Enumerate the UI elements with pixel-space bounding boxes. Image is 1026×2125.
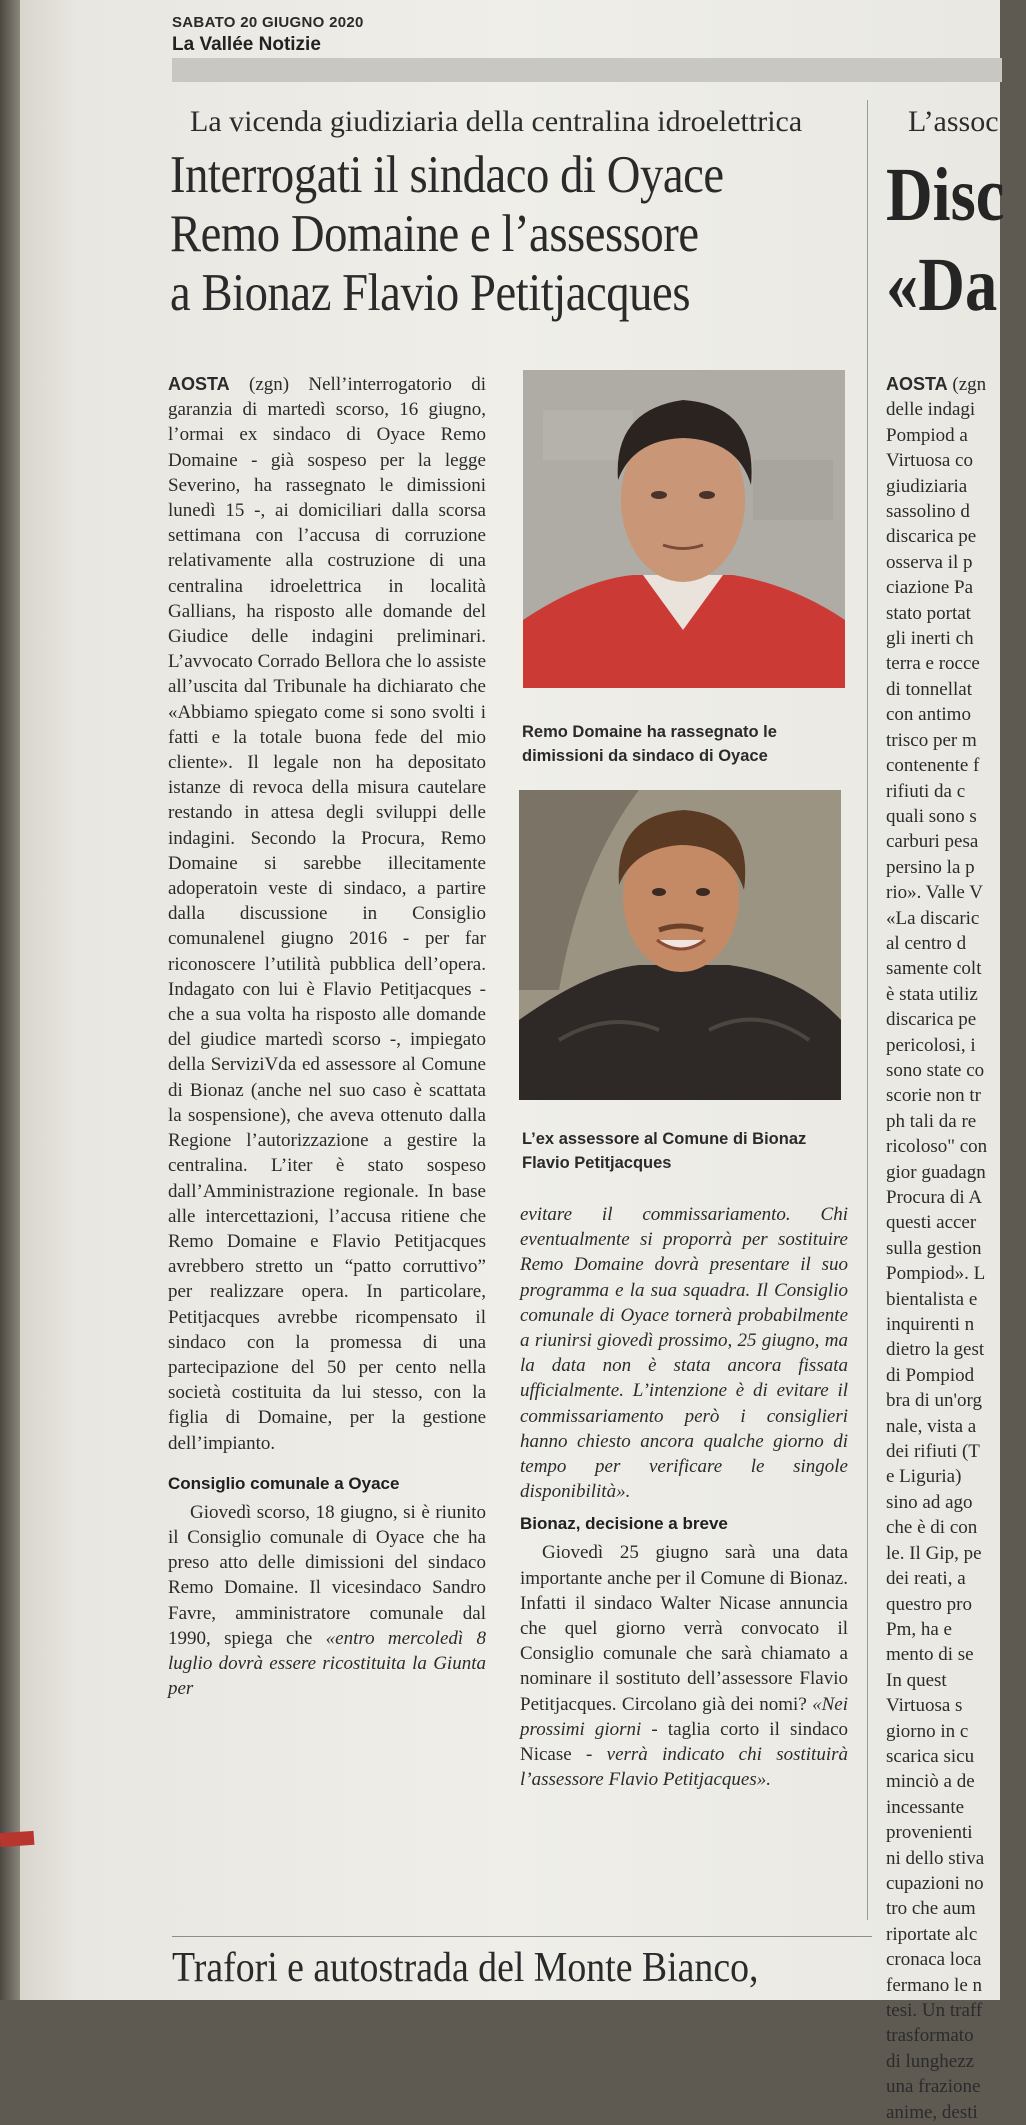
right-article-line: contenente f [886,755,980,777]
right-article-line: cronaca loca [886,1949,982,1971]
newspaper-page [20,0,1005,2123]
dateline-city: AOSTA [168,374,230,394]
right-article-line: con antimo [886,704,971,726]
right-article-line: stato portat [886,602,971,624]
masthead: La Vallée Notizie [172,34,321,55]
right-article-line: riportate alc [886,1923,978,1945]
issue-date: SABATO 20 GIUGNO 2020 [172,14,364,31]
right-article-line: scarica sicu [886,1745,975,1767]
right-article-line: dei reati, a [886,1568,966,1590]
right-article-line: giorno in c [886,1720,969,1742]
right-article-line: nale, vista a [886,1415,977,1437]
article-body-text-2: Giovedì scorso, 18 giugno, si è riunito il Consiglio comunale di Oyace che ha preso atto delle dimissioni del sindaco Remo Domaine. Il vicesindaco Sandro Favre, amministratore comunale dal 1990, spiega che [168,1501,486,1649]
portrait-illustration-2 [519,790,841,1100]
right-article-line: ciazione Pa [886,577,974,599]
right-article-line: rio». Valle V [886,882,983,904]
right-article-line: gli inerti ch [886,628,974,650]
right-article-line: sassolino d [886,501,970,523]
portrait-illustration [523,370,845,688]
right-article-line: trisco per m [886,729,977,751]
right-article-line: gior guadagn [886,1161,986,1183]
subhead-bionaz: Bionaz, decisione a breve [520,1514,728,1534]
right-article-line: mento di se [886,1644,974,1666]
right-article-line: ph tali da re [886,1110,977,1132]
right-article-line: bra di un'org [886,1390,982,1412]
right-article-line: discarica pe [886,1009,977,1031]
photo-caption-1: Remo Domaine ha rassegnato le dimissioni da sindaco di Oyace [522,723,777,765]
right-article-line: tro che aum [886,1898,976,1920]
right-article-line: rifiuti da c [886,780,966,802]
right-article-line: inquirenti n [886,1314,975,1336]
right-article-line: samente colt [886,958,982,980]
right-article-line: delle indagi [886,399,976,421]
right-article-line: Pompiod a [886,424,968,446]
red-marker-tab [0,1831,34,1847]
next-article-headline: Trafori e autostrada del Monte Bianco, [172,1945,759,1991]
right-article-line: una frazione [886,2076,981,2098]
right-article-line: giudiziaria [886,475,968,497]
headline-line-3: a Bionaz Flavio Petitjacques [170,264,691,322]
bottom-rule [172,1936,872,1937]
article-paragraph-bionaz [520,1540,848,1792]
right-article-line: anime, desti [886,2101,978,2123]
article-headline [170,146,777,323]
right-article-line: sulla gestion [886,1237,982,1259]
right-article-line: provenienti [886,1822,973,1844]
right-article-line: Virtuosa s [886,1695,963,1717]
headline-line-1: Interrogati il sindaco di Oyace [170,146,724,204]
photo-remo-domaine [523,370,845,688]
quote-continuation: evitare il commissariamento. Chi eventualmente si proporrà per sostituire Remo Domaine dovrà presentare il suo programma e la sua squadra. Il Consiglio comunale di Oyace tornerà probabilmente a riunirsi giovedì prossimo, 25 giugno, ma la data non è stata ancora fissata ufficialmente. L’intenzione è di evitare il commissariamento però i consiglieri hanno chiesto ancora qualche giorno di tempo per verificare le singole disponibilità». [520,1204,848,1503]
right-article-line: questi accer [886,1212,977,1234]
right-article-line: al centro d [886,932,967,954]
right-article-line: cupazioni no [886,1872,984,1894]
right-article-line: pericolosi, i [886,1034,976,1056]
page-binding-edge [0,0,20,2000]
right-article-line: osserva il p [886,551,973,573]
right-headline-line-1: Disc [886,153,1005,237]
right-article-line: quali sono s [886,805,977,827]
right-article-line: dietro la gest [886,1339,985,1361]
photo-caption-2: L’ex assessore al Comune di Bionaz Flavio Petitjacques [522,1130,807,1172]
right-article-line: bientalista e [886,1288,978,1310]
quote-text: «entro mercoledì 8 luglio dovrà essere ricostituita la Giunta per [168,1627,487,1700]
right-article-line: persino la p [886,856,975,878]
right-article-kicker: L’assoc [908,105,999,138]
bionaz-quote-2: verrà indicato chi sostituirà l’assessore Flavio Petitjacques». [520,1744,848,1791]
article-column-2 [520,1202,848,1792]
right-line-0: (zgn [952,374,987,395]
right-article-line: questro pro [886,1593,973,1615]
right-article-line: In quest [886,1669,947,1691]
photo-flavio-petitjacques [519,790,841,1100]
article-kicker: La vicenda giudiziaria della centralina idroelettrica [190,105,803,138]
right-article-line: Pompiod». L [886,1263,986,1285]
article-body-text: (zgn) Nell’interrogatorio di garanzia di martedì scorso, 16 giugno, l’ormai ex sindaco di Oyace Remo Domaine - già sospeso per la legge Severino, ha rassegnato le dimissioni lunedì 15 -, ai domiciliari dalla scorsa settimana con l’accusa di corruzione relativamente alla costruzione di una centralina idroelettrica in località Gallians, ha risposto alle domande del Giudice delle indagini preliminari. L’avvocato Corrado Bellora che lo assiste all’uscita dal Tribunale ha dichiarato che «Abbiamo spiegato come si sono svolti i fatti e la totale buona fede del mio cliente». Il legale non ha depositato istanze di revoca della misura cautelare restando in attesa degli sviluppi delle indagini. Secondo la Procura, Remo Domaine si sarebbe illecitamente adoperatoin veste di sindaco, a partire dalla discussione in Consiglio comunalenel giugno 2016 - per far riconoscere l’utilità pubblica dell’opera. Indagato con lui è Flavio Petitjacques - che a sua volta ha risposto alle domande del giudice martedì scorso -, impiegato della ServiziVda ed assessore al Comune di Bionaz (anche nel suo caso è scattata la sospensione), che aveva ottenuto dalla Regione l’autorizzazione a gestire la centralina. L’iter è stato sospeso dall’Amministrazione regionale. In base alle intercettazioni, l’accusa ritiene che Remo Domaine e Flavio Petitjacques avrebbero stretto un “patto corruttivo” per realizzare opera. In particolare, Petitjacques avrebbe ricompensato il sindaco con la promessa di una partecipazione del 50 per cento nella società costituita da lui stesso, con la figlia di Domaine, per la gestione dell’impianto. [168,374,487,1454]
right-article-line: terra e rocce [886,653,980,675]
right-article-line: di lunghezz [886,2050,975,2072]
subhead-consiglio-oyace: Consiglio comunale a Oyace [168,1473,400,1493]
right-dateline-city: AOSTA [886,374,948,394]
right-article-line: fermano le n [886,1974,983,1996]
bionaz-quote-1: «Nei prossimi giorni - [520,1693,848,1740]
article-paragraph-2 [168,1500,486,1702]
bionaz-text: Giovedì 25 giugno sarà una data importante anche per il Comune di Bionaz. Infatti il sindaco Walter Nicase annuncia che quel giorno verrà convocato il Consiglio comunale che sarà chiamato a nominare il sostituto dell’assessore Flavio Petitjacques. Circolano già dei nomi? [520,1542,848,1715]
right-article-line: che è di con [886,1517,978,1539]
bionaz-text-2: taglia corto il sindaco Nicase - [520,1718,849,1766]
right-article-line: di Pompiod [886,1364,975,1386]
right-article-first-line [886,372,1026,397]
header-bar [172,58,1002,82]
right-article-line: tesi. Un traff [886,2000,983,2021]
right-article-line: è stata utiliz [886,983,978,1005]
right-article-line: scorie non tr [886,1085,981,1107]
article-paragraph [168,372,486,1456]
right-article-column [886,372,1026,2125]
article-column-1 [168,372,486,1701]
right-article-line: incessante [886,1796,965,1818]
right-article-line: minciò a de [886,1771,975,1793]
right-article-line: ni dello stiva [886,1847,985,1869]
right-article-line: sino ad ago [886,1491,973,1513]
right-article-line: carburi pesa [886,831,979,853]
right-article-line: Virtuosa co [886,450,973,472]
right-article-line: discarica pe [886,526,977,548]
right-article-line: ricoloso" con [886,1136,988,1158]
right-article-line: Pm, ha e [886,1618,952,1640]
right-article-line: trasformato [886,2025,974,2047]
right-article-line: di tonnellat [886,678,973,700]
column-divider [867,100,868,1920]
right-article-headline [886,150,1004,330]
right-article-line: Procura di A [886,1187,983,1208]
right-article-line: le. Il Gip, pe [886,1542,982,1564]
right-article-line: «La discaric [886,907,980,929]
right-article-line: e Liguria) [886,1466,962,1488]
right-headline-line-2: «Da [886,243,998,327]
right-article-line: sono state co [886,1059,985,1081]
right-article-line: dei rifiuti (T [886,1441,980,1463]
headline-line-2: Remo Domaine e l’assessore [170,205,699,263]
